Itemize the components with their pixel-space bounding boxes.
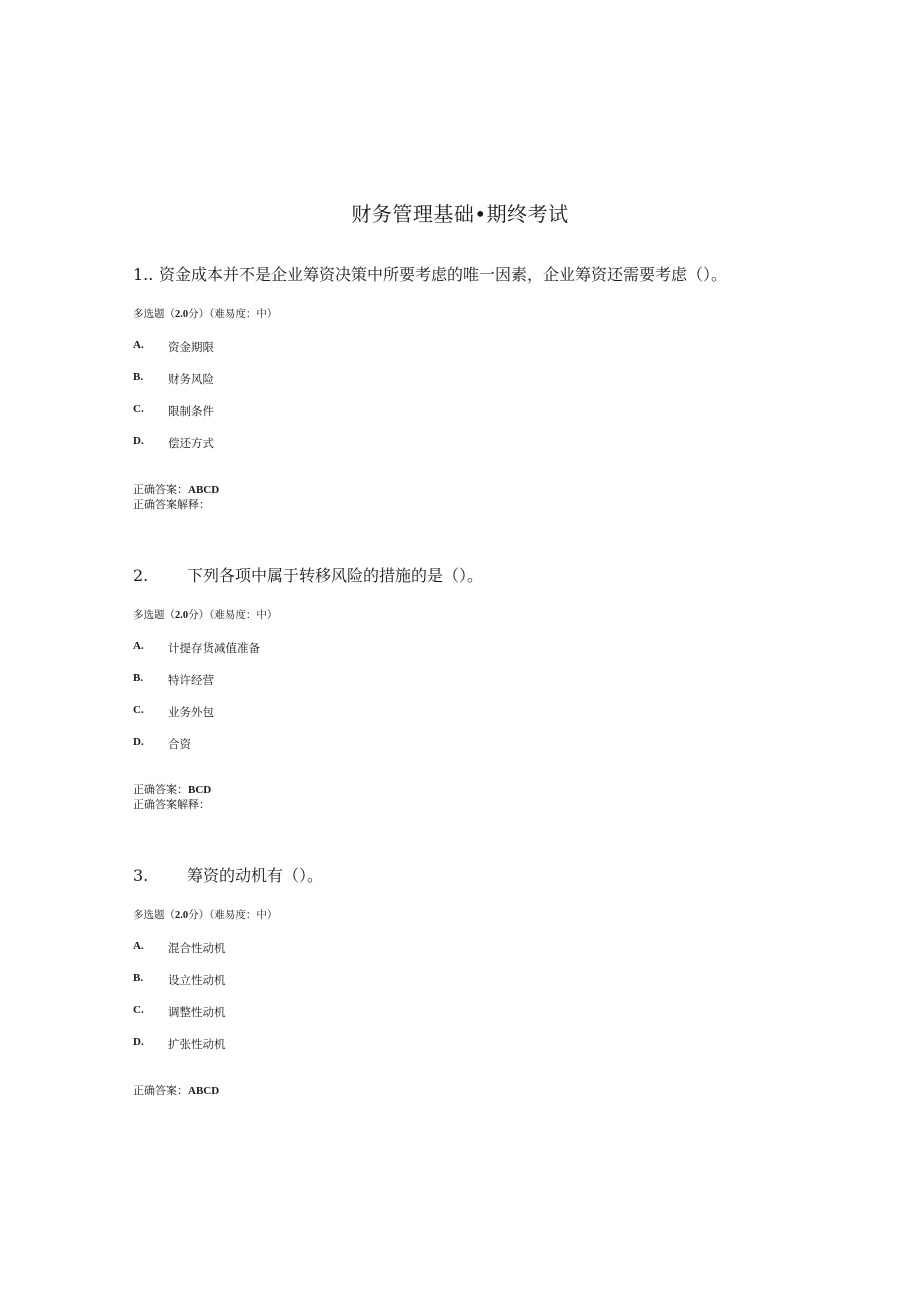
answer-label: 正确答案： <box>133 1084 188 1097</box>
question-stem: 筹资的动机有（）。 <box>187 866 324 885</box>
question-score: 2.0 <box>175 309 189 320</box>
question-meta <box>133 907 277 922</box>
option-text: 业务外包 <box>168 705 214 719</box>
option-letter: C. <box>133 403 144 415</box>
option-letter: D. <box>133 736 144 748</box>
answer-label: 正确答案： <box>133 783 188 796</box>
correct-answer <box>133 1084 219 1098</box>
question-difficulty: 分）（难易度：中） <box>188 909 278 921</box>
option-letter: B. <box>133 371 144 383</box>
option-text: 资金期限 <box>168 340 214 354</box>
option-letter: D. <box>133 435 144 447</box>
question-number: 2. <box>133 566 149 585</box>
question-score: 2.0 <box>175 910 189 921</box>
correct-answer <box>133 483 219 497</box>
option-text: 偿还方式 <box>168 436 214 450</box>
question-number: 3. <box>133 866 149 885</box>
option-letter: C. <box>133 704 144 716</box>
question-number: 1.. <box>133 265 154 284</box>
question-text <box>133 563 483 586</box>
question-stem: 下列各项中属于转移风险的措施的是（）。 <box>187 566 484 585</box>
answer-value: ABCD <box>188 484 220 496</box>
question-difficulty: 分）（难易度：中） <box>188 308 278 320</box>
question-score: 2.0 <box>175 610 189 621</box>
option-letter: B. <box>133 672 144 684</box>
option-text: 设立性动机 <box>168 973 226 987</box>
answer-label: 正确答案： <box>133 483 188 496</box>
explanation-label: 正确答案解释： <box>133 498 210 511</box>
option-text: 合资 <box>168 737 191 751</box>
option-text: 混合性动机 <box>168 941 226 955</box>
question-type: 多选题（ <box>133 909 175 921</box>
explanation-label: 正确答案解释： <box>133 798 210 811</box>
option-letter: A. <box>133 339 144 351</box>
correct-answer <box>133 783 211 797</box>
answer-value: BCD <box>188 784 212 796</box>
option-text: 扩张性动机 <box>168 1037 226 1051</box>
option-letter: B. <box>133 972 144 984</box>
page-title: 财务管理基础•期终考试 <box>351 202 569 226</box>
question-type: 多选题（ <box>133 308 175 320</box>
option-letter: C. <box>133 1004 144 1016</box>
question-difficulty: 分）（难易度：中） <box>188 609 278 621</box>
answer-explanation <box>133 498 210 512</box>
answer-explanation <box>133 798 210 812</box>
question-meta <box>133 607 277 622</box>
option-text: 限制条件 <box>168 404 214 418</box>
question-type: 多选题（ <box>133 609 175 621</box>
question-stem: 资金成本并不是企业筹资决策中所要考虑的唯一因素，企业筹资还需要考虑（）。 <box>159 265 728 284</box>
answer-value: ABCD <box>188 1085 220 1097</box>
option-letter: A. <box>133 940 144 952</box>
option-text: 计提存货减值准备 <box>168 641 260 655</box>
option-letter: A. <box>133 640 144 652</box>
option-text: 财务风险 <box>168 372 214 386</box>
question-meta <box>133 306 277 321</box>
question-text <box>133 262 727 285</box>
option-text: 特许经营 <box>168 673 214 687</box>
option-letter: D. <box>133 1036 144 1048</box>
option-text: 调整性动机 <box>168 1005 226 1019</box>
question-text <box>133 863 323 886</box>
